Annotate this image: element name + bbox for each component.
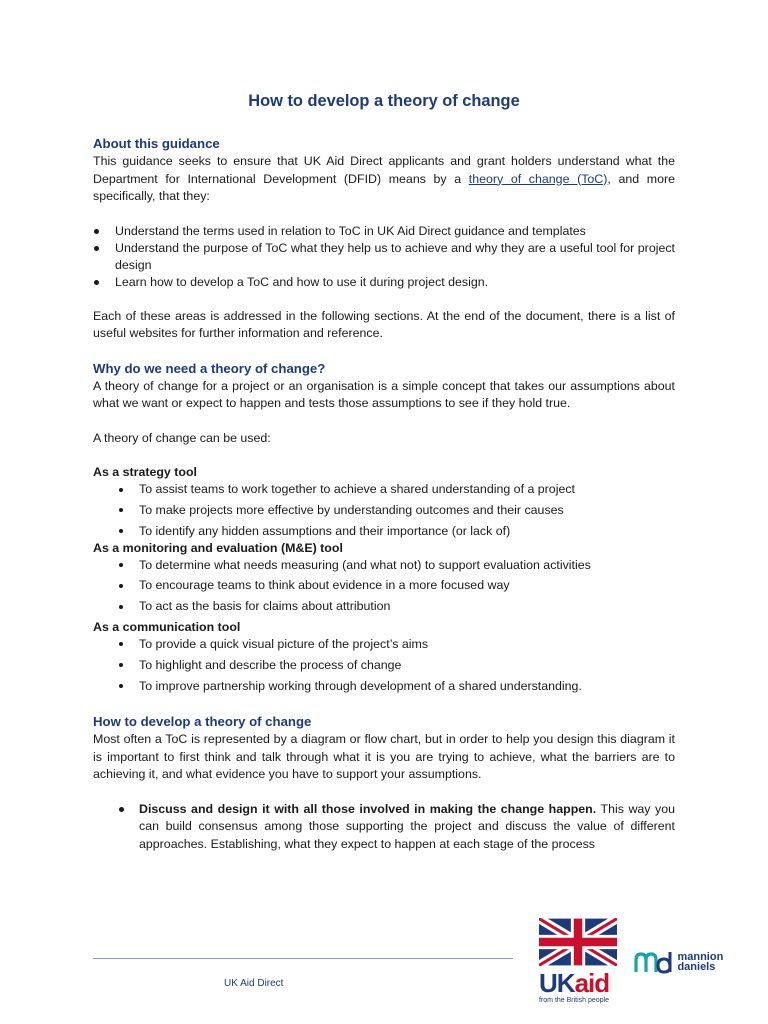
list-item: Understand the terms used in relation to ToC in UK Aid Direct guidance and templates <box>93 223 675 240</box>
how-para: Most often a ToC is represented by a diagram or flow chart, but in order to help you design this diagram it is important to first think and talk through what it is you are trying to achieve, what the barriers are to achieving it, and what evidence you have to support your assumptions. <box>93 732 675 782</box>
why-para-1: A theory of change for a project or an organisation is a simple concept that takes our assumptions about what we want or expect to happen and tests those assumptions to see if they hold true. <box>93 378 675 410</box>
why-para-2: A theory of change can be used: <box>93 430 271 445</box>
list-item: To determine what needs measuring (and what not) to support evaluation activities <box>93 557 675 574</box>
about-closing: Each of these areas is addressed in the following sections. At the end of the document, there is a list of useful websites for further information and reference. <box>93 308 675 340</box>
list-item: Understand the purpose of ToC what they help us to achieve and why they are a useful tool for project design <box>93 240 675 274</box>
communication-list <box>93 636 675 695</box>
me-tool-label: As a monitoring and evaluation (M&E) tool <box>93 540 343 555</box>
list-item: Learn how to develop a ToC and how to use it during project design. <box>93 274 675 291</box>
list-item: To improve partnership working through development of a shared understanding. <box>93 678 675 695</box>
section-heading-why: Why do we need a theory of change? <box>93 360 326 376</box>
union-jack-icon <box>539 918 617 966</box>
mannion-daniels-logo: mannion daniels <box>634 950 723 974</box>
list-item: To act as the basis for claims about attribution <box>93 598 675 615</box>
list-item: To highlight and describe the process of change <box>93 657 675 674</box>
list-item: Discuss and design it with all those involved in making the change happen. This way you can build consensus among those supporting the project and discuss the value of different approaches. Establishing, what they expect to happen at each stage of the process <box>93 801 675 854</box>
md-monogram-icon <box>634 950 674 974</box>
page-title: How to develop a theory of change <box>248 92 520 110</box>
footer-text: UK Aid Direct <box>224 978 284 989</box>
how-bullet-list <box>93 801 675 854</box>
document-body <box>93 135 675 853</box>
list-item: To assist teams to work together to achieve a shared understanding of a project <box>93 481 675 498</box>
ukaid-logo <box>539 918 619 1005</box>
section-heading-how: How to develop a theory of change <box>93 714 312 730</box>
ukaid-wordmark: UKaid <box>539 968 610 998</box>
ukaid-tagline: from the British people <box>539 997 610 1004</box>
strategy-tool-label: As a strategy tool <box>93 465 197 479</box>
about-intro: This guidance seeks to ensure that UK Aid Direct applicants and grant holders understand what the Department for International Development (DFID) means by a theory of change (ToC), and more specifically, that they: <box>93 154 675 203</box>
list-item: To make projects more effective by understanding outcomes and their causes <box>93 502 675 519</box>
list-item: To identify any hidden assumptions and their importance (or lack of) <box>93 523 675 540</box>
section-heading-about: About this guidance <box>93 136 220 151</box>
about-bullet-list <box>93 223 675 291</box>
toc-link[interactable]: theory of change (ToC) <box>468 171 608 186</box>
footer-divider <box>93 958 513 959</box>
list-item: To encourage teams to think about evidence in a more focused way <box>93 577 675 594</box>
list-item: To provide a quick visual picture of the project’s aims <box>93 636 675 653</box>
communication-tool-label: As a communication tool <box>93 619 241 634</box>
strategy-list <box>93 481 675 540</box>
me-list <box>93 557 675 616</box>
